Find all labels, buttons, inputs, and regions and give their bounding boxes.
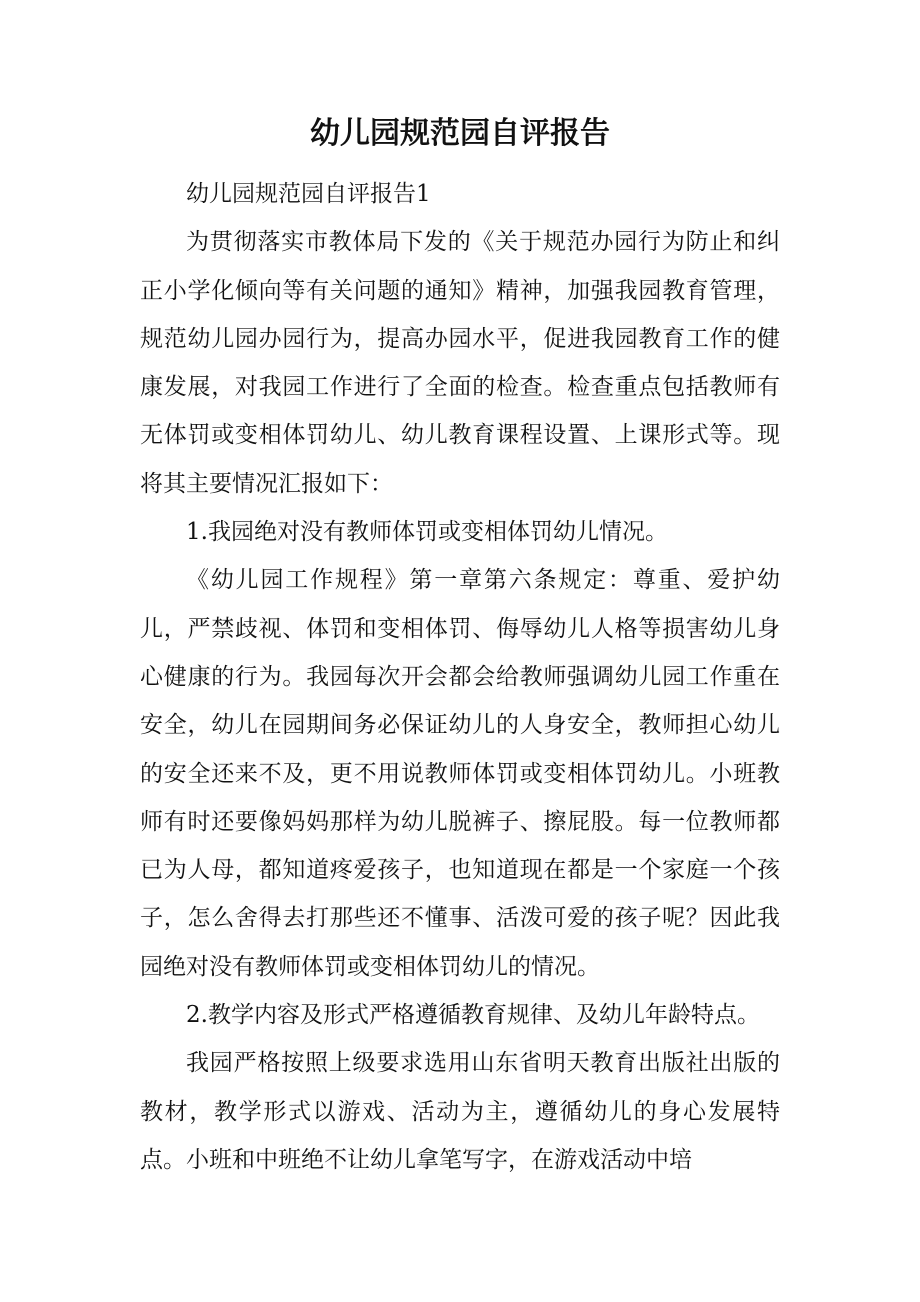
- section-2-paragraph: 我园严格按照上级要求选用山东省明天教育出版社出版的教材，教学形式以游戏、活动为主，遵循幼儿的身心发展特点。小班和中班绝不让幼儿拿笔写字，在游戏活动中培: [140, 1050, 780, 1173]
- section-heading-2: 2.教学内容及形式严格遵循教育规律、及幼儿年龄特点。: [186, 1002, 760, 1029]
- document-title: 幼儿园规范园自评报告: [310, 116, 610, 151]
- subtitle-paragraph: 幼儿园规范园自评报告1: [186, 181, 431, 207]
- section-heading-1: 1.我园绝对没有教师体罚或变相体罚幼儿情况。: [186, 519, 668, 546]
- document-body: [140, 170, 780, 1184]
- intro-paragraph: 为贯彻落实市教体局下发的《关于规范办园行为防止和纠正小学化倾向等有关问题的通知》精神，加强我园教育管理，规范幼儿园办园行为，提高办园水平，促进我园教育工作的健康发展，对我园工作进行了全面的检查。检查重点包括教师有无体罚或变相体罚幼儿、幼儿教育课程设置、上课形式等。现将其主要情况汇报如下：: [140, 229, 780, 497]
- section-1-paragraph: 《幼儿园工作规程》第一章第六条规定：尊重、爱护幼儿，严禁歧视、体罚和变相体罚、侮辱幼儿人格等损害幼儿身心健康的行为。我园每次开会都会给教师强调幼儿园工作重在安全，幼儿在园期间务必保证幼儿的人身安全，教师担心幼儿的安全还来不及，更不用说教师体罚或变相体罚幼儿。小班教师有时还要像妈妈那样为幼儿脱裤子、擦屁股。每一位教师都已为人母，都知道疼爱孩子，也知道现在都是一个家庭一个孩子，怎么舍得去打那些还不懂事、活泼可爱的孩子呢？因此我园绝对没有教师体罚或变相体罚幼儿的情况。: [140, 567, 780, 980]
